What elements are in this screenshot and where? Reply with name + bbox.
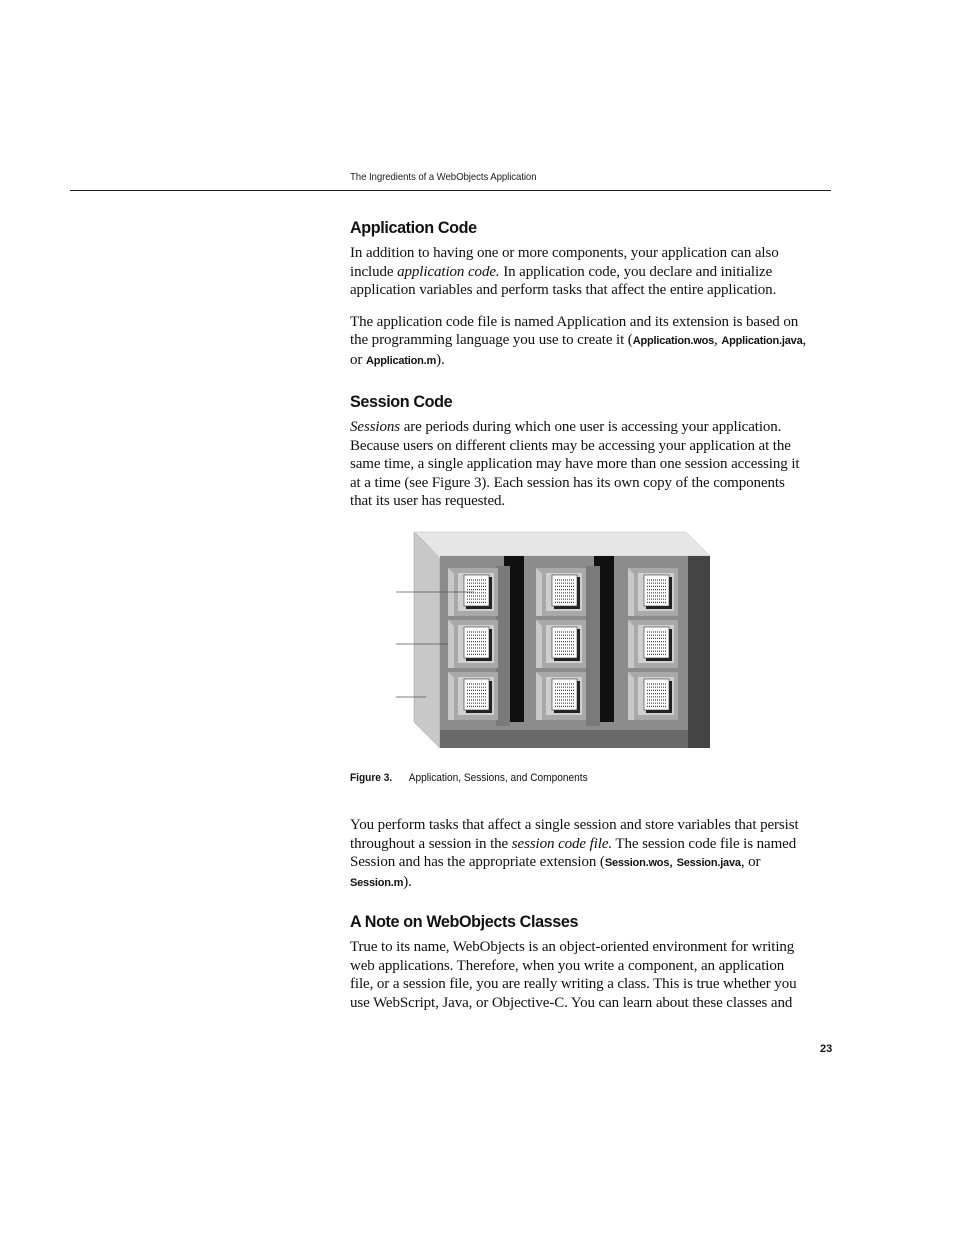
running-head: The Ingredients of a WebObjects Application [350, 171, 537, 183]
component-box-2-2 [536, 620, 586, 668]
component-box-1-2 [448, 620, 498, 668]
component-box-1-3 [448, 672, 498, 720]
session-column-1 [496, 556, 524, 726]
component-box-3-2 [628, 620, 678, 668]
figure-top-face [414, 532, 710, 556]
figure-caption [350, 772, 588, 784]
figure-side-face [414, 532, 440, 748]
main-column-continued [350, 816, 810, 1025]
app-code-paragraph-2: The application code file is named Application and its extension is based on the programming language you use to create it (Application.wos, Application.java, or Application.m). [350, 313, 807, 368]
session-column-2 [586, 556, 614, 726]
heading-application-code: Application Code [350, 218, 477, 237]
component-box-3-1 [628, 568, 678, 616]
app-code-paragraph-1: In addition to having one or more components, your application can also include application code. In application code, you declare and initialize application variables and perform tasks that affect the entire application. [350, 245, 779, 298]
session-code-paragraph-1: Sessions are periods during which one user is accessing your application. Because users on different clients may be accessing your application at the same time, a single application may have more than one session accessing it at a time (see Figure 3). Each session has its own copy of the components that its user has requested. [350, 419, 800, 509]
component-box-2-1 [536, 568, 586, 616]
classes-paragraph-1: True to its name, WebObjects is an object-oriented environment for writing web applications. Therefore, when you write a component, an application file, or a session file, you are really writing a class. This is true whether you use WebScript, Java, or Objective-C. You can learn about these classes and [350, 939, 797, 1011]
figure-label: Figure 3. [350, 772, 393, 784]
figure-application-sessions-components [390, 530, 720, 752]
heading-webobjects-classes: A Note on WebObjects Classes [350, 912, 579, 931]
session-code-paragraph-2: You perform tasks that affect a single session and store variables that persist throughout a session in the session code file. The session code file is named Session and has the appropriate extension (Session.wos, Session.java, or Session.m). [350, 817, 799, 890]
main-column [350, 218, 810, 524]
header-rule [70, 190, 831, 191]
component-box-2-3 [536, 672, 586, 720]
figure-caption-text: Application, Sessions, and Components [408, 772, 588, 784]
heading-session-code: Session Code [350, 392, 453, 411]
component-box-3-3 [628, 672, 678, 720]
page-number: 23 [820, 1043, 833, 1055]
